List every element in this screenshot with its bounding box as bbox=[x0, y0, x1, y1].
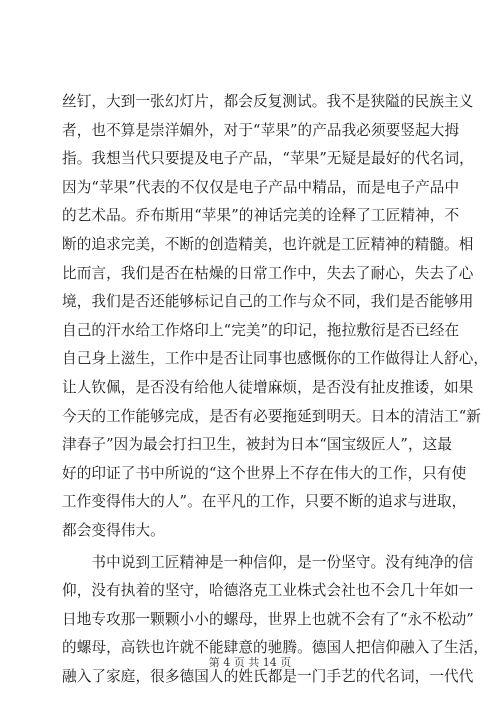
text-line: 指。我想当代只要提及电子产品，“苹果”无疑是最好的代名词， bbox=[62, 150, 474, 168]
text-line: 日地专攻那一颗颗小小的螺母，世界上也就不会有了“永不松动” bbox=[62, 610, 474, 628]
text-line: 津春子”因为最会打扫卫生，被封为日本“国宝级匠人”，这最 bbox=[62, 436, 453, 454]
text-line: 今天的工作能够完成，是否有必要拖延到明天。日本的清洁工“新 bbox=[62, 407, 481, 425]
text-line: 让人钦佩，是否没有给他人徒增麻烦，是否没有扯皮推诿，如果 bbox=[62, 378, 474, 396]
text-line: 融入了家庭，很多德国人的姓氏都是一门手艺的代名词，一代代 bbox=[62, 667, 474, 685]
text-line: 自己身上滋生，工作中是否让同事也感慨你的工作做得让人舒心， bbox=[62, 350, 489, 368]
paragraph-1 bbox=[62, 88, 489, 546]
text-line: 断的追求完美，不断的创造精美，也许就是工匠精神的精髓。相 bbox=[62, 235, 474, 253]
page-number-footer: 第 4 页 共 14 页 bbox=[208, 656, 292, 669]
text-line: 自己的汗水给工作烙印上“完美”的印记，拖拉敷衍是否已经在 bbox=[62, 321, 460, 339]
text-line: 因为“苹果”代表的不仅仅是电子产品中精品，而是电子产品中 bbox=[62, 178, 460, 196]
text-line: 书中说到工匠精神是一种信仰，是一份坚守。没有纯净的信 bbox=[62, 553, 474, 571]
text-line: 好的印证了书中所说的“这个世界上不存在伟大的工作，只有使 bbox=[62, 464, 467, 482]
paragraph-2 bbox=[62, 549, 489, 692]
document-body bbox=[62, 88, 489, 691]
text-line: 仰，没有执着的坚守，哈德洛克工业株式会社也不会几十年如一 bbox=[62, 582, 474, 600]
text-line: 的艺术品。乔布斯用“苹果”的神话完美的诠释了工匠精神，不 bbox=[62, 207, 460, 225]
text-line: 比而言，我们是否在枯燥的日常工作中，失去了耐心，失去了心 bbox=[62, 264, 474, 282]
text-line: 工作变得伟大的人”。在平凡的工作，只要不断的追求与进取， bbox=[62, 493, 467, 511]
text-line: 境，我们是否还能够标记自己的工作与众不同，我们是否能够用 bbox=[62, 293, 474, 311]
text-line: 的螺母，高铁也许就不能肆意的驰腾。德国人把信仰融入了生活， bbox=[62, 639, 489, 657]
text-line: 丝钉，大到一张幻灯片，都会反复测试。我不是狭隘的民族主义 bbox=[62, 93, 474, 110]
text-line: 者，也不算是崇洋媚外，对于“苹果”的产品我必须要竖起大拇 bbox=[62, 121, 460, 139]
text-line: 都会变得伟大。 bbox=[62, 521, 165, 539]
